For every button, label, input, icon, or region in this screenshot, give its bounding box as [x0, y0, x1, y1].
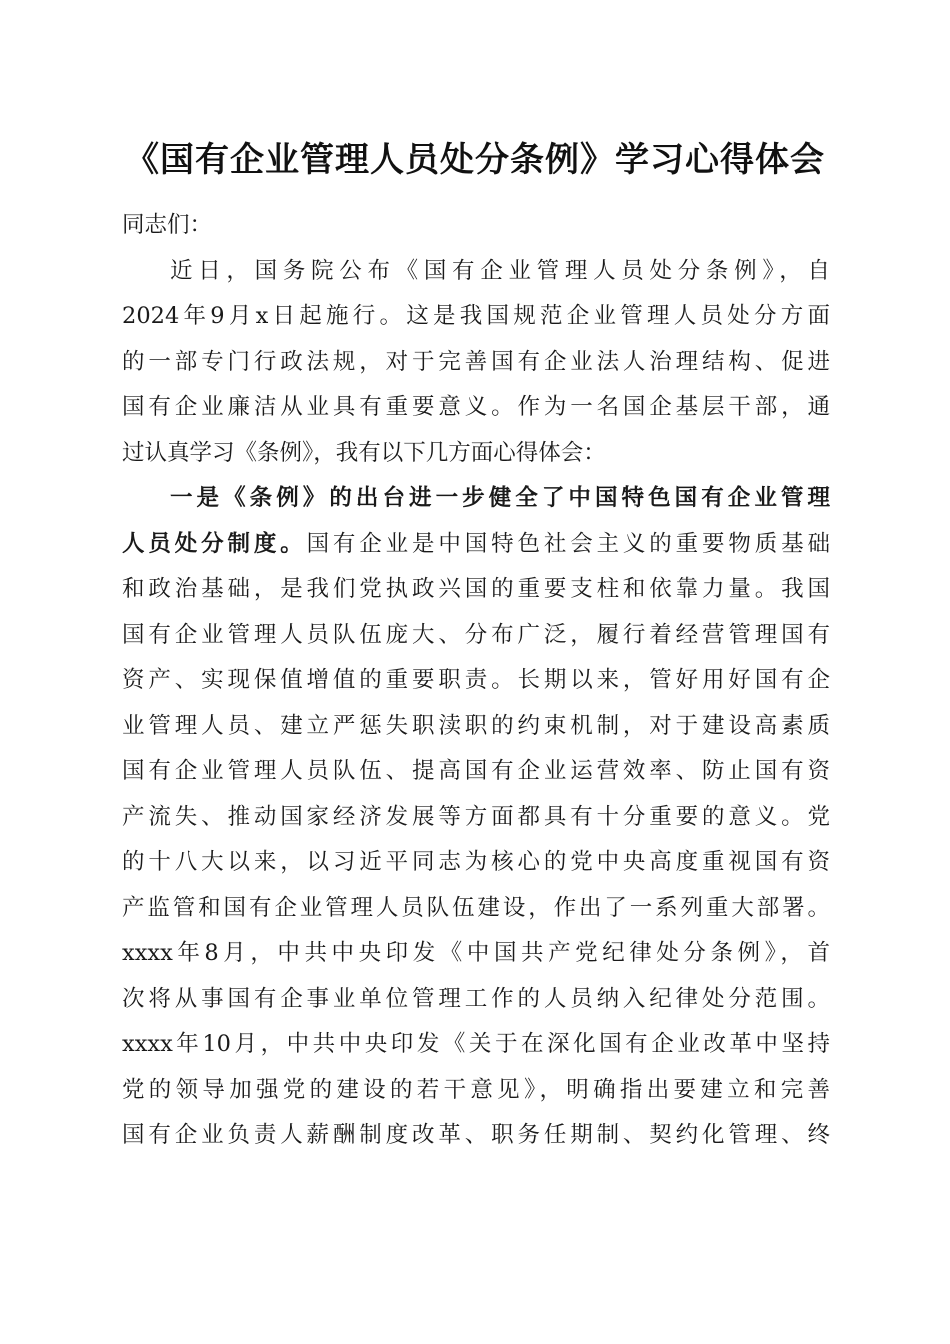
paragraph-2-line-8: 的十八大以来，以习近平同志为核心的党中央高度重视国有资: [122, 849, 830, 875]
paragraph-2-line-1: [122, 522, 830, 568]
paragraph-1-line-4: 国有企业廉洁从业具有重要意义。作为一名国企基层干部，通: [122, 394, 830, 420]
paragraph-2-line-3: 国有企业管理人员队伍庞大、分布广泛，履行着经营管理国有: [122, 621, 830, 648]
paragraph-2-heading-line-2: 人员处分制度。: [122, 530, 307, 557]
salutation: 同志们：: [122, 212, 213, 238]
paragraph-1-line-2: 2024年9月x日起施行。这是我国规范企业管理人员处分方面: [122, 303, 830, 329]
paragraph-2-heading-line-1: 一是《条例》的出台进一步健全了中国特色国有企业管理: [170, 485, 830, 511]
paragraph-2-line-12: xxxx年10月，中共中央印发《关于在深化国有企业改革中坚持: [122, 1031, 830, 1057]
paragraph-2-line-7: 产流失、推动国家经济发展等方面都具有十分重要的意义。党: [122, 803, 830, 830]
paragraph-1-line-5: 过认真学习《条例》，我有以下几方面心得体会：: [122, 439, 606, 466]
paragraph-2-line-13: 党的领导加强党的建设的若干意见》，明确指出要建立和完善: [122, 1076, 830, 1103]
paragraph-2-line-11: 次将从事国有企事业单位管理工作的人员纳入纪律处分范围。: [122, 985, 830, 1012]
document-title: 《国有企业管理人员处分条例》学习心得体会: [125, 140, 825, 180]
paragraph-2-line-5: 业管理人员、建立严惩失职渎职的约束机制，对于建设高素质: [122, 712, 830, 739]
paragraph-2-line-6: 国有企业管理人员队伍、提高国有企业运营效率、防止国有资: [122, 758, 830, 784]
paragraph-1-line-3: 的一部专门行政法规，对于完善国有企业法人治理结构、促进: [122, 348, 830, 375]
paragraph-1-line-1: 近日，国务院公布《国有企业管理人员处分条例》，自: [170, 257, 830, 284]
paragraph-2-line-9: 产监管和国有企业管理人员队伍建设，作出了一系列重大部署。: [122, 894, 830, 921]
paragraph-2-line-1-text: 国有企业是中国特色社会主义的重要物质基础: [306, 530, 830, 557]
paragraph-2-line-4: 资产、实现保值增值的重要职责。长期以来，管好用好国有企: [122, 667, 830, 693]
paragraph-2-line-10: xxxx年8月，中共中央印发《中国共产党纪律处分条例》，首: [122, 940, 830, 966]
paragraph-2-line-14: 国有企业负责人薪酬制度改革、职务任期制、契约化管理、终: [122, 1122, 830, 1148]
document-body: [122, 203, 830, 1159]
paragraph-2-line-2: 和政治基础，是我们党执政兴国的重要支柱和依靠力量。我国: [122, 576, 830, 602]
